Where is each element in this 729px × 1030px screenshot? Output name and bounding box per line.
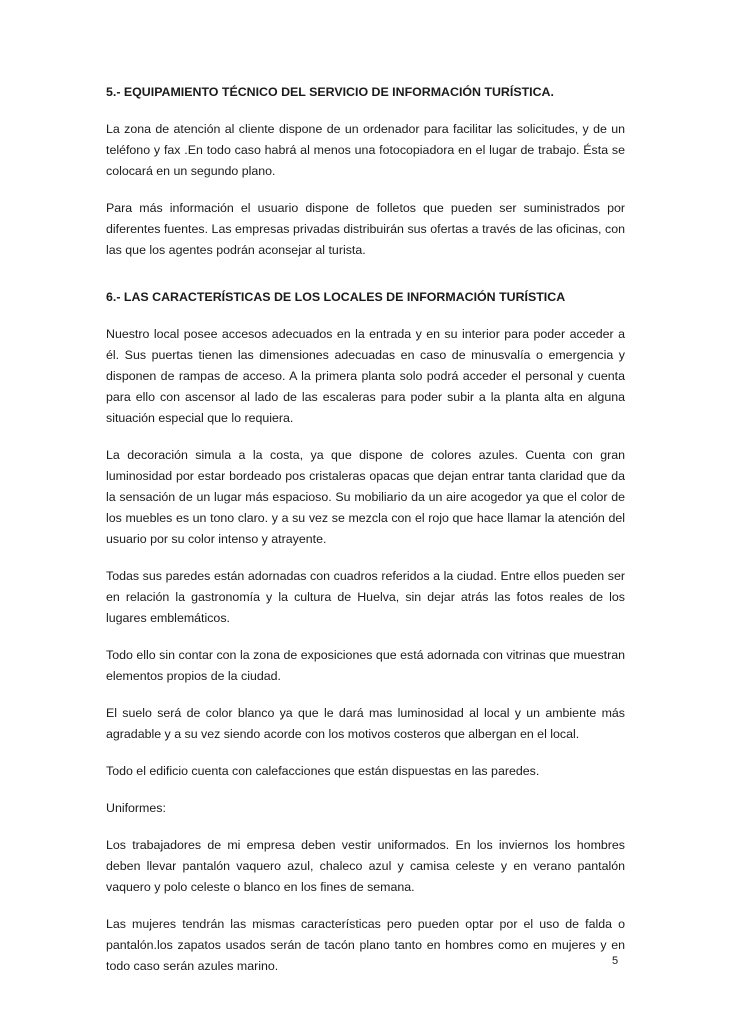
section-5-heading: 5.- EQUIPAMIENTO TÉCNICO DEL SERVICIO DE INFORMACIÓN TURÍSTICA. <box>106 85 554 99</box>
section-5-paragraph-2: Para más información el usuario dispone de folletos que pueden ser suministrados por diferentes fuentes. Las empresas privadas distribuirán sus ofertas a través de las oficinas, con las que los agentes podrán aconsejar al turista. <box>106 201 625 257</box>
section-6-paragraph-8: Los trabajadores de mi empresa deben vestir uniformados. En los inviernos los hombres deben llevar pantalón vaquero azul, chaleco azul y camisa celeste y en verano pantalón vaquero y polo celeste o blanco en los fines de semana. <box>106 838 625 894</box>
page-content <box>106 82 625 993</box>
section-6-paragraph-6: Todo el edificio cuenta con calefacciones que están dispuestas en las paredes. <box>106 764 540 778</box>
uniforms-subheading: Uniformes: <box>106 801 166 815</box>
page-number: 5 <box>612 955 619 967</box>
section-5-paragraph-1: La zona de atención al cliente dispone de un ordenador para facilitar las solicitudes, y de un teléfono y fax .En todo caso habrá al menos una fotocopiadora en el lugar de trabajo. Ésta se colocará en un segundo plano. <box>106 122 625 178</box>
section-6-heading: 6.- LAS CARACTERÍSTICAS DE LOS LOCALES DE INFORMACIÓN TURÍSTICA <box>106 290 566 304</box>
section-6-paragraph-9: Las mujeres tendrán las mismas características pero pueden optar por el uso de falda o pantalón.los zapatos usados serán de tacón plano tanto en hombres como en mujeres y en todo caso serán azules marino. <box>106 917 625 973</box>
section-6-paragraph-3: Todas sus paredes están adornadas con cuadros referidos a la ciudad. Entre ellos pueden ser en relación la gastronomía y la cultura de Huelva, sin dejar atrás las fotos reales de los lugares emblemáticos. <box>106 569 625 625</box>
section-6-paragraph-4: Todo ello sin contar con la zona de exposiciones que está adornada con vitrinas que muestran elementos propios de la ciudad. <box>106 648 625 683</box>
section-6-paragraph-5: El suelo será de color blanco ya que le dará mas luminosidad al local y un ambiente más agradable y a su vez siendo acorde con los motivos costeros que albergan en el local. <box>106 706 625 741</box>
section-6-paragraph-1: Nuestro local posee accesos adecuados en la entrada y en su interior para poder acceder a él. Sus puertas tienen las dimensiones adecuadas en caso de minusvalía o emergencia y disponen de rampas de acceso. A la primera planta solo podrá acceder el personal y cuenta para ello con ascensor al lado de las escaleras para poder subir a la planta alta en alguna situación especial que lo requiera. <box>106 327 625 425</box>
section-6-paragraph-2: La decoración simula a la costa, ya que dispone de colores azules. Cuenta con gran luminosidad por estar bordeado pos cristaleras opacas que dejan entrar tanta claridad que da la sensación de un lugar más espacioso. Su mobiliario da un aire acogedor ya que el color de los muebles es un tono claro. y a su vez se mezcla con el rojo que hace llamar la atención del usuario por su color intenso y atrayente. <box>106 448 625 546</box>
